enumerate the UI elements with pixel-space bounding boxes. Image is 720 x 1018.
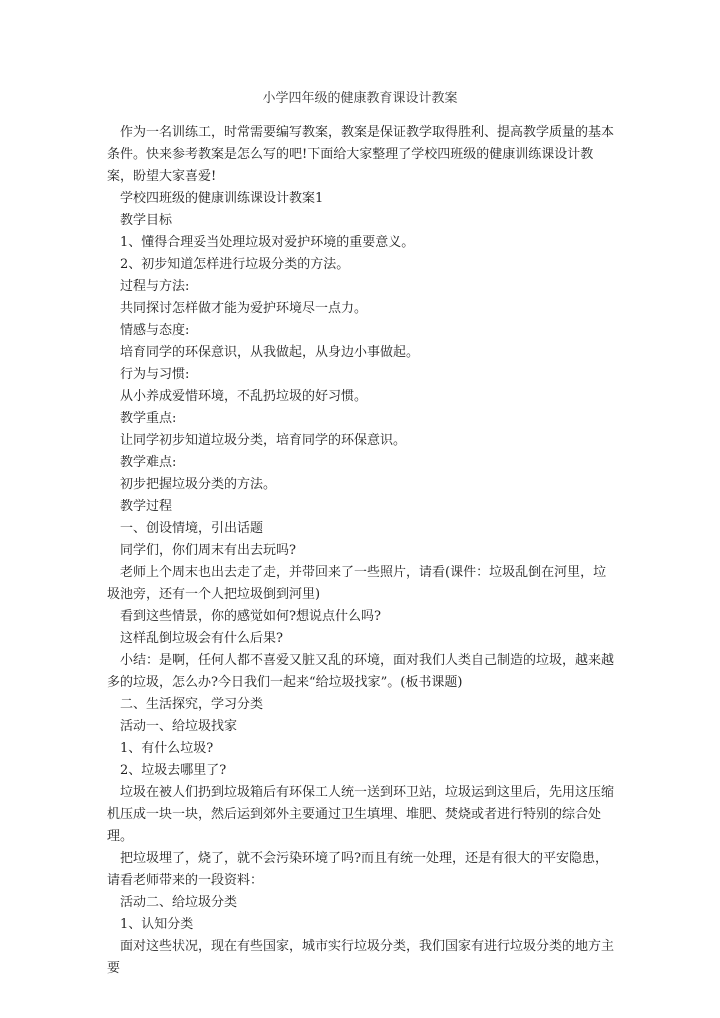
paragraph: 让同学初步知道垃圾分类，培育同学的环保意识。 (120, 433, 407, 448)
document-title: 小学四年级的健康教育课设计教案 (262, 91, 458, 106)
document-body (107, 122, 615, 980)
paragraph: 1、懂得合理妥当处理垃圾对爱护环境的重要意义。 (120, 235, 415, 250)
paragraph: 初步把握垃圾分类的方法。 (120, 477, 277, 492)
paragraph: 教学难点: (120, 455, 177, 470)
paragraph: 从小养成爱惜环境，不乱扔垃圾的好习惯。 (120, 389, 368, 404)
paragraph: 活动二、给垃圾分类 (120, 895, 238, 910)
paragraph: 学校四班级的健康训练课设计教案1 (120, 191, 324, 206)
paragraph: 2、垃圾去哪里了? (120, 763, 227, 778)
paragraph: 小结：是啊，任何人都不喜爱又脏又乱的环境，面对我们人类自己制造的垃圾，越来越多的垃圾，怎么办?今日我们一起来“给垃圾找家”。(板书课题) (107, 653, 615, 690)
paragraph: 同学们，你们周末有出去玩吗? (120, 543, 296, 558)
paragraph: 情感与态度: (120, 323, 190, 338)
paragraph: 这样乱倒垃圾会有什么后果? (120, 631, 283, 646)
paragraph: 垃圾在被人们扔到垃圾箱后有环保工人统一送到环卫站，垃圾运到这里后，先用这压缩机压成一块一块，然后运到郊外主要通过卫生填埋、堆肥、焚烧或者进行特别的综合处理。 (107, 785, 615, 844)
paragraph: 1、认知分类 (120, 917, 194, 932)
paragraph: 二、生活探究，学习分类 (120, 697, 264, 712)
paragraph: 1、有什么垃圾? (120, 741, 214, 756)
paragraph: 把垃圾埋了，烧了，就不会污染环境了吗?而且有统一处理，还是有很大的平安隐患，请看老师带来的一段资料： (107, 851, 608, 888)
paragraph: 活动一、给垃圾找家 (120, 719, 238, 734)
paragraph: 老师上个周末也出去走了走，并带回来了一些照片，请看(课件：垃圾乱倒在河里，垃圾池旁，还有一个人把垃圾倒到河里) (107, 565, 607, 602)
paragraph: 教学目标 (120, 213, 173, 228)
paragraph: 2、初步知道怎样进行垃圾分类的方法。 (120, 257, 350, 272)
paragraph: 教学过程 (120, 499, 173, 514)
paragraph: 一、创设情境，引出话题 (120, 521, 264, 536)
paragraph: 培育同学的环保意识，从我做起，从身边小事做起。 (120, 345, 420, 360)
paragraph: 面对这些状况，现在有些国家，城市实行垃圾分类，我们国家有进行垃圾分类的地方主要 (107, 939, 615, 976)
paragraph: 共同探讨怎样做才能为爱护环境尽一点力。 (120, 301, 368, 316)
paragraph: 作为一名训练工，时常需要编写教案，教案是保证教学取得胜利、提高教学质量的基本条件。快来参考教案是怎么写的吧!下面给大家整理了学校四班级的健康训练课设计教案，盼望大家喜爱! (107, 125, 615, 184)
paragraph: 看到这些情景，你的感觉如何?想说点什么吗? (120, 609, 381, 624)
paragraph: 教学重点: (120, 411, 177, 426)
paragraph: 过程与方法: (120, 279, 190, 294)
paragraph: 行为与习惯: (120, 367, 190, 382)
